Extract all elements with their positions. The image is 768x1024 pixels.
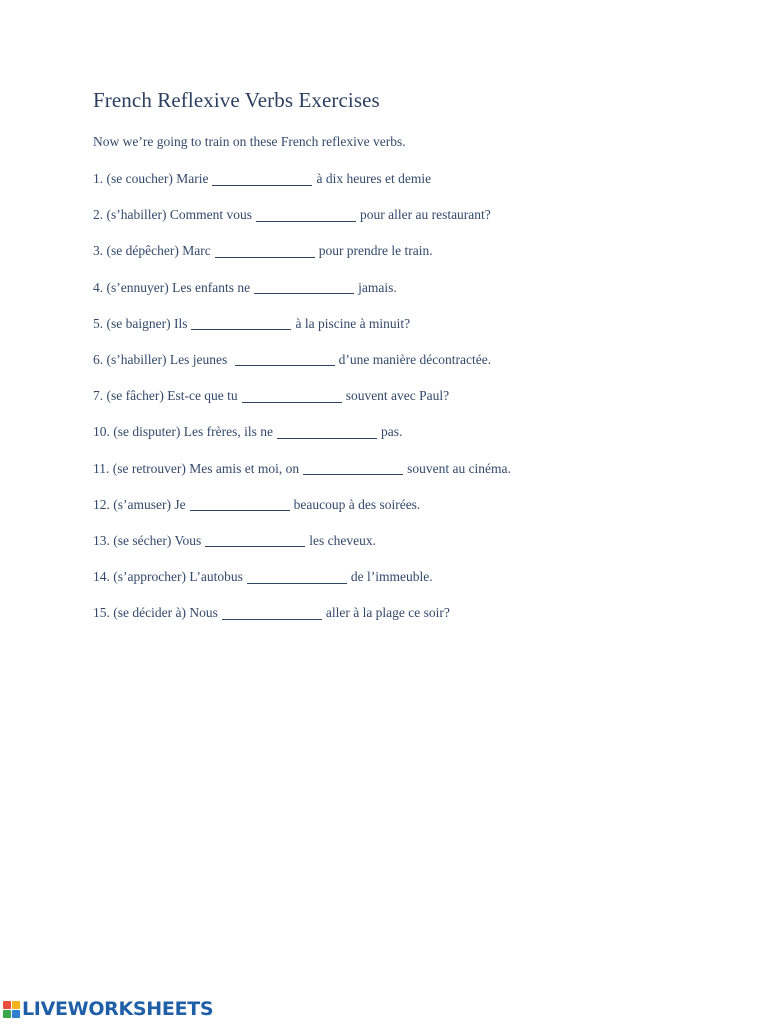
- answer-blank-10[interactable]: [277, 426, 377, 439]
- exercise-prompt: 10. (se disputer) Les frères, ils ne: [93, 424, 273, 440]
- exercise-continuation: souvent avec Paul?: [345, 388, 450, 404]
- answer-blank-4[interactable]: [254, 281, 354, 294]
- exercise-continuation: à dix heures et demie: [316, 171, 432, 186]
- exercise-prompt: 13. (se sécher) Vous: [93, 532, 202, 548]
- answer-blank-7[interactable]: [242, 390, 342, 403]
- exercise-continuation: d’une manière décontractée.: [338, 351, 492, 367]
- logo-text: LIVEWORKSHEETS: [22, 998, 214, 1020]
- answer-blank-13[interactable]: [205, 534, 305, 547]
- intro-text: Now we’re going to train on these French reflexive verbs.: [93, 134, 406, 149]
- logo-square-yellow: [12, 1001, 20, 1009]
- answer-blank-11[interactable]: [303, 462, 403, 475]
- exercise-continuation: à la piscine à minuit?: [295, 315, 411, 331]
- exercise-continuation: souvent au cinéma.: [407, 460, 511, 476]
- exercise-prompt: 12. (s’amuser) Je: [93, 496, 186, 512]
- exercise-continuation: aller à la plage ce soir?: [325, 605, 450, 621]
- exercise-prompt: 3. (se dépêcher) Marc: [93, 243, 211, 259]
- exercise-item: [93, 170, 511, 206]
- exercise-prompt: 5. (se baigner) Ils: [93, 315, 188, 331]
- exercise-continuation: de l’immeuble.: [350, 569, 433, 585]
- exercise-continuation: pour prendre le train.: [318, 243, 433, 259]
- exercise-item: [93, 460, 511, 496]
- exercise-item: [93, 568, 511, 604]
- logo-square-green: [3, 1010, 11, 1018]
- answer-blank-3[interactable]: [215, 245, 315, 258]
- logo-square-red: [3, 1001, 11, 1009]
- exercise-prompt: 4. (s’ennuyer) Les enfants ne: [93, 279, 251, 295]
- exercise-item: [93, 242, 511, 278]
- answer-blank-5[interactable]: [191, 317, 291, 330]
- exercise-item: [93, 423, 511, 459]
- liveworksheets-logo[interactable]: [3, 998, 213, 1020]
- exercise-continuation: jamais.: [358, 279, 397, 295]
- logo-square-blue: [12, 1010, 20, 1018]
- exercise-prompt: 15. (se décider à) Nous: [93, 605, 218, 621]
- exercise-item: [93, 387, 511, 423]
- exercise-prompt: 2. (s’habiller) Comment vous: [93, 207, 252, 223]
- exercise-item: [93, 206, 511, 242]
- answer-blank-6[interactable]: [235, 353, 335, 366]
- exercise-item: [93, 351, 511, 387]
- page-title: French Reflexive Verbs Exercises: [93, 88, 380, 112]
- exercise-item: [93, 604, 511, 640]
- logo-grid-icon: [3, 1001, 20, 1018]
- exercise-list: [93, 170, 511, 640]
- answer-blank-1[interactable]: [212, 173, 312, 186]
- exercise-continuation: les cheveux.: [309, 532, 376, 548]
- exercise-prompt: 1. (se coucher) Marie: [93, 171, 209, 186]
- answer-blank-12[interactable]: [190, 498, 290, 511]
- exercise-prompt: 11. (se retrouver) Mes amis et moi, on: [93, 460, 300, 476]
- exercise-prompt: 7. (se fâcher) Est-ce que tu: [93, 388, 238, 404]
- exercise-prompt: 6. (s’habiller) Les jeunes: [93, 351, 231, 367]
- exercise-item: [93, 279, 511, 315]
- exercise-prompt: 14. (s’approcher) L’autobus: [93, 569, 243, 585]
- exercise-item: [93, 496, 511, 532]
- exercise-continuation: beaucoup à des soirées.: [293, 496, 421, 512]
- answer-blank-14[interactable]: [247, 571, 347, 584]
- answer-blank-15[interactable]: [222, 607, 322, 620]
- exercise-continuation: pas.: [380, 424, 403, 440]
- answer-blank-2[interactable]: [256, 209, 356, 222]
- exercise-item: [93, 532, 511, 568]
- exercise-continuation: pour aller au restaurant?: [359, 207, 491, 223]
- exercise-item: [93, 315, 511, 351]
